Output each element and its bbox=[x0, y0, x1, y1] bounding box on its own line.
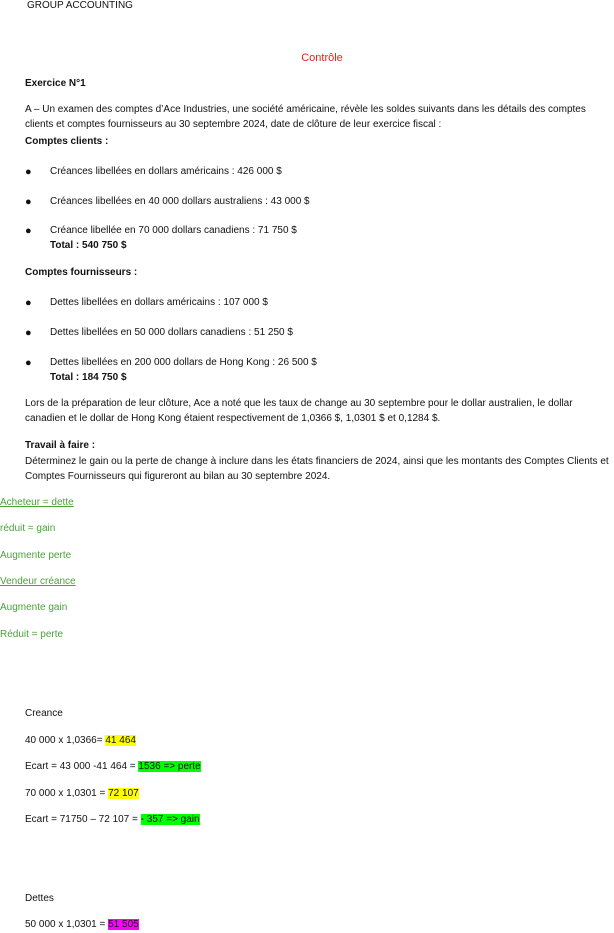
clients-total: Total : 540 750 $ bbox=[50, 240, 127, 251]
clients-heading: Comptes clients : bbox=[25, 136, 109, 147]
list-item bbox=[25, 355, 585, 371]
list-item-text: Dettes libellées en 200 000 dollars de Hong Kong : 26 500 $ bbox=[50, 357, 317, 368]
note-buyer: Acheteur = dette bbox=[0, 497, 74, 508]
list-item-text: Créance libellée en 70 000 dollars canadiens : 71 750 $ bbox=[50, 225, 297, 236]
calc-text: Ecart = 71750 – 72 107 = bbox=[25, 814, 141, 825]
suppliers-total: Total : 184 750 $ bbox=[50, 372, 127, 383]
bullet-dot-icon: ● bbox=[25, 225, 32, 237]
note-buyer-reduced: réduit = gain bbox=[0, 523, 56, 534]
bullet-dot-icon: ● bbox=[25, 357, 32, 369]
note-seller-increase: Augmente gain bbox=[0, 602, 68, 613]
creance-calc-line bbox=[25, 759, 201, 774]
highlighted-result: 72 107 bbox=[108, 788, 139, 799]
creance-heading: Creance bbox=[25, 708, 63, 719]
calc-text: 40 000 x 1,0366= bbox=[25, 735, 106, 746]
calc-text: Ecart = 43 000 -41 464 = bbox=[25, 761, 139, 772]
highlighted-result: 41 464 bbox=[105, 735, 136, 746]
list-item-text: Créances libellées en 40 000 dollars australiens : 43 000 $ bbox=[50, 196, 310, 207]
list-item-text: Créances libellées en dollars américains : 426 000 $ bbox=[50, 166, 282, 177]
highlighted-result: 51 505 bbox=[108, 919, 139, 930]
rates-paragraph: Lors de la préparation de leur clôture, Ace a noté que les taux de change au 30 septembre pour le dollar australien, le dollar canadien et le dollar de Hong Kong étaient respectivement de 1,0366 $, 1,0301 $ et 0,1284 $. bbox=[25, 398, 573, 424]
bullet-dot-icon: ● bbox=[25, 166, 32, 178]
creance-calc-line bbox=[25, 733, 136, 748]
document-header: GROUP ACCOUNTING bbox=[27, 0, 133, 11]
note-seller-reduced: Réduit = perte bbox=[0, 629, 64, 640]
calc-text: 50 000 x 1,0301 = bbox=[25, 919, 109, 930]
list-item bbox=[25, 325, 585, 341]
suppliers-heading: Comptes fournisseurs : bbox=[25, 267, 138, 278]
note-seller: Vendeur créance bbox=[0, 576, 76, 587]
highlighted-result: 1536 => perte bbox=[138, 761, 201, 772]
highlighted-result: - 357 => gain bbox=[140, 814, 200, 825]
exercise-title: Exercice N°1 bbox=[25, 78, 86, 89]
list-item bbox=[25, 164, 585, 180]
bullet-dot-icon: ● bbox=[25, 297, 32, 309]
list-item bbox=[25, 295, 585, 311]
task-text: Déterminez le gain ou la perte de change à inclure dans les états financiers de 2024, ainsi que les montants des Comptes Clients et Comptes Fournisseurs qui figureront au bilan au 30 septembre 2024. bbox=[25, 456, 609, 482]
intro-paragraph: A – Un examen des comptes d’Ace Industries, une société américaine, révèle les soldes suivants dans les détails des comptes clients et comptes fournisseurs au 30 septembre 2024, date de clôture de leur exercice fiscal : bbox=[25, 104, 586, 130]
list-item bbox=[25, 194, 585, 210]
list-item bbox=[25, 223, 585, 239]
dettes-calc-line bbox=[25, 917, 139, 932]
document-title: Contrôle bbox=[301, 52, 343, 64]
dettes-heading: Dettes bbox=[25, 893, 54, 904]
list-item-text: Dettes libellées en dollars américains : 107 000 $ bbox=[50, 297, 268, 308]
calc-text: 70 000 x 1,0301 = bbox=[25, 788, 109, 799]
task-heading: Travail à faire : bbox=[25, 440, 96, 451]
creance-calc-line bbox=[25, 786, 139, 801]
bullet-dot-icon: ● bbox=[25, 196, 32, 208]
creance-calc-line bbox=[25, 812, 200, 827]
list-item-text: Dettes libellées en 50 000 dollars canadiens : 51 250 $ bbox=[50, 327, 293, 338]
note-buyer-increase: Augmente perte bbox=[0, 550, 72, 561]
bullet-dot-icon: ● bbox=[25, 327, 32, 339]
